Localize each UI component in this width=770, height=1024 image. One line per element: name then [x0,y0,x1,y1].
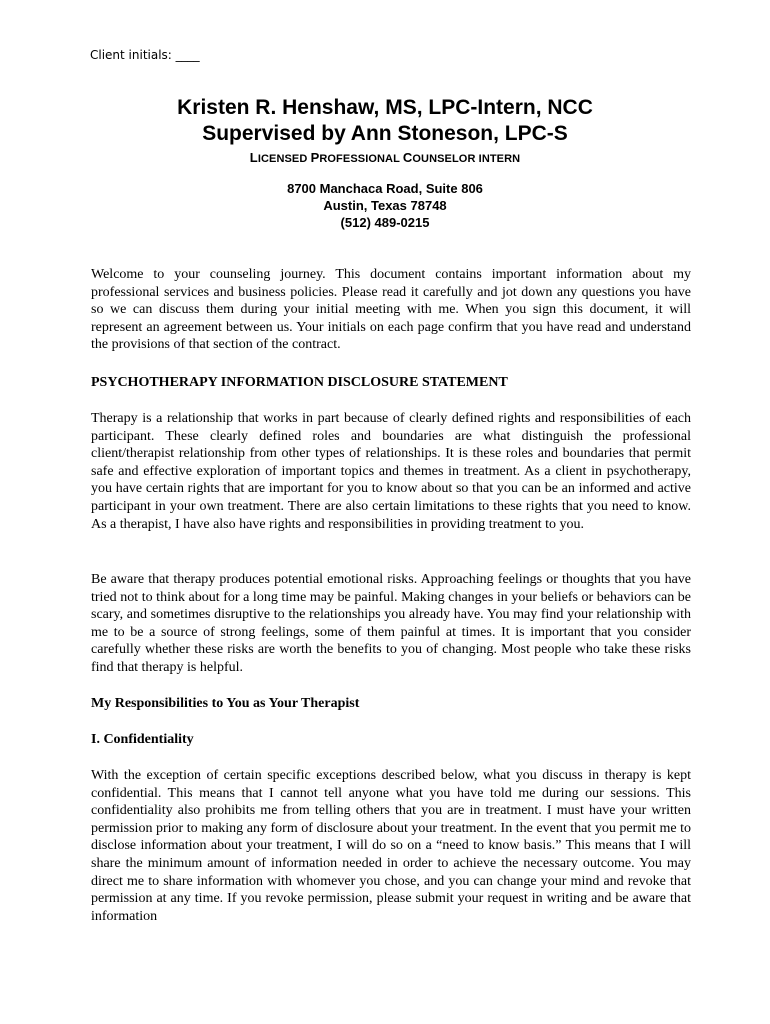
office-address [0,180,770,231]
responsibilities-heading: My Responsibilities to You as Your Therapist [91,696,360,711]
risks-paragraph: Be aware that therapy produces potential emotional risks. Approaching feelings or thoughts that you have tried not to think about for a long time may be painful. Making changes in your beliefs or behaviors can be scary, and sometimes disruptive to the relationships you already have. You may find your relationship with me to be a source of strong feelings, some of them painful at times. It is important that you consider carefully whether these risks are worth the benefits to you of changing. Most people who take these risks find that therapy is helpful. [91,572,691,675]
client-initials-line: Client initials: ____ [90,48,200,62]
supervisor-title: Supervised by Ann Stoneson, LPC-S [202,122,568,145]
confidentiality-paragraph: With the exception of certain specific exceptions described below, what you discuss in therapy is kept confidential. This means that I cannot tell anyone what you have told me during our sessions. This confidentiality also prohibits me from telling others that you are in treatment. I must have your written permission prior to making any form of disclosure about your treatment. In the event that you permit me to disclose information about your treatment, I will do so on a “need to know basis.” This means that I will share the minimum amount of information needed in order to achieve the necessary outcome. You may direct me to share information with whomever you chose, and you can change your mind and revoke that permission at any time. If you revoke permission, please submit your request in writing and be aware that information [91,768,691,924]
address-city: Austin, Texas 78748 [323,198,447,213]
license-subtitle-p: P [310,150,320,165]
intro-paragraph: Welcome to your counseling journey. This document contains important information about my professional services and business policies. Please read it carefully and jot down any questions you have so we can discuss them during your initial meeting with me. When you sign this document, it will represent an agreement between us. Your initials on each page confirm that you have read and understand the provisions of that section of the contract. [91,267,691,353]
address-street: 8700 Manchaca Road, Suite 806 [287,181,483,196]
license-subtitle-c: C [402,150,413,165]
license-subtitle [0,151,770,166]
phone-number: (512) 489-0215 [340,215,430,230]
confidentiality-heading: I. Confidentiality [91,732,194,747]
license-subtitle-professional: ROFESSIONAL [319,153,403,165]
disclosure-heading: PSYCHOTHERAPY INFORMATION DISCLOSURE STATEMENT [91,375,508,390]
relationship-paragraph: Therapy is a relationship that works in part because of clearly defined rights and responsibilities of each participant. These clearly defined roles and boundaries are what distinguish the professional client/therapist relationship from other types of relationships. It is these roles and boundaries that permit safe and effective exploration of important topics and themes in treatment. As a client in psychotherapy, you have certain rights that are important for you to know about so that you can be an informed and active participant in your own treatment. There are also certain limitations to these rights that you need to know. As a therapist, I have also have rights and responsibilities in providing treatment to you. [91,411,691,532]
license-subtitle-l: L [249,150,258,165]
license-subtitle-counselor: OUNSELOR INTERN [412,153,521,165]
counselor-name-title: Kristen R. Henshaw, MS, LPC-Intern, NCC [177,96,593,119]
license-subtitle-licensed: ICENSED [257,153,311,165]
